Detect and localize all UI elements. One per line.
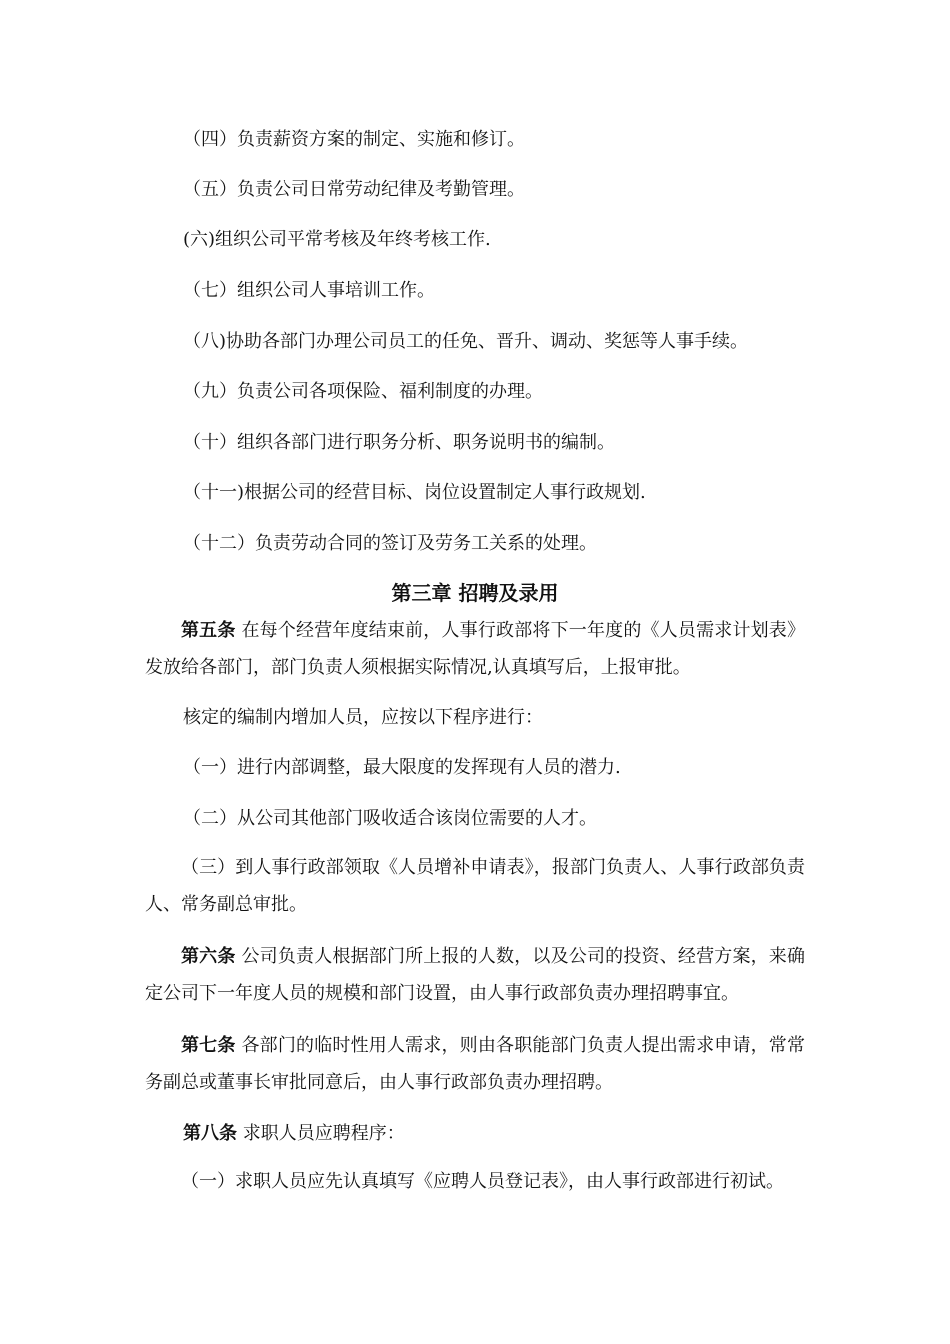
duty-item-8: （八)协助各部门办理公司员工的任免、晋升、调动、奖惩等人事手续。 <box>183 331 749 352</box>
duty-item-6: (六)组织公司平常考核及年终考核工作. <box>183 229 491 250</box>
chapter-title: 第三章 招聘及录用 <box>391 581 559 605</box>
article-7-label: 第七条 <box>181 1035 236 1056</box>
duty-item-11: （十一)根据公司的经营目标、岗位设置制定人事行政规划. <box>183 482 646 503</box>
procedure-intro: 核定的编制内增加人员，应按以下程序进行： <box>183 707 543 728</box>
article-8-item-1: （一）求职人员应先认真填写《应聘人员登记表》，由人事行政部进行初试。 <box>181 1171 784 1192</box>
article-5 <box>145 612 805 686</box>
procedure-item-1: （一）进行内部调整，最大限度的发挥现有人员的潜力. <box>183 757 621 778</box>
procedure-item-3: （三）到人事行政部领取《人员增补申请表》，报部门负责人、人事行政部负责人、常务副总审批。 <box>145 857 805 915</box>
article-7 <box>145 1027 805 1101</box>
article-5-label: 第五条 <box>181 620 236 641</box>
duty-item-10: （十）组织各部门进行职务分析、职务说明书的编制。 <box>183 432 615 453</box>
article-6-label: 第六条 <box>181 946 236 967</box>
procedure-item-2: （二）从公司其他部门吸收适合该岗位需要的人才。 <box>183 808 597 829</box>
article-6-text: 公司负责人根据部门所上报的人数，以及公司的投资、经营方案，来确定公司下一年度人员的规模和部门设置，由人事行政部负责办理招聘事宜。 <box>145 946 805 1004</box>
duty-item-5: （五）负责公司日常劳动纪律及考勤管理。 <box>183 179 525 200</box>
article-8 <box>183 1122 405 1146</box>
article-8-label: 第八条 <box>183 1123 237 1144</box>
article-7-text: 各部门的临时性用人需求，则由各职能部门负责人提出需求申请，常常务副总或董事长审批同意后，由人事行政部负责办理招聘。 <box>145 1035 805 1093</box>
article-6 <box>145 938 805 1012</box>
article-5-text: 在每个经营年度结束前，人事行政部将下一年度的《人员需求计划表》发放给各部门，部门负责人须根据实际情况,认真填写后，上报审批。 <box>145 620 805 678</box>
duty-item-7: （七）组织公司人事培训工作。 <box>183 280 435 301</box>
duty-item-4: （四）负责薪资方案的制定、实施和修订。 <box>183 129 525 150</box>
article-8-text: 求职人员应聘程序： <box>242 1123 405 1144</box>
duty-item-9: （九）负责公司各项保险、福利制度的办理。 <box>183 381 543 402</box>
duty-item-12: （十二）负责劳动合同的签订及劳务工关系的处理。 <box>183 533 597 554</box>
